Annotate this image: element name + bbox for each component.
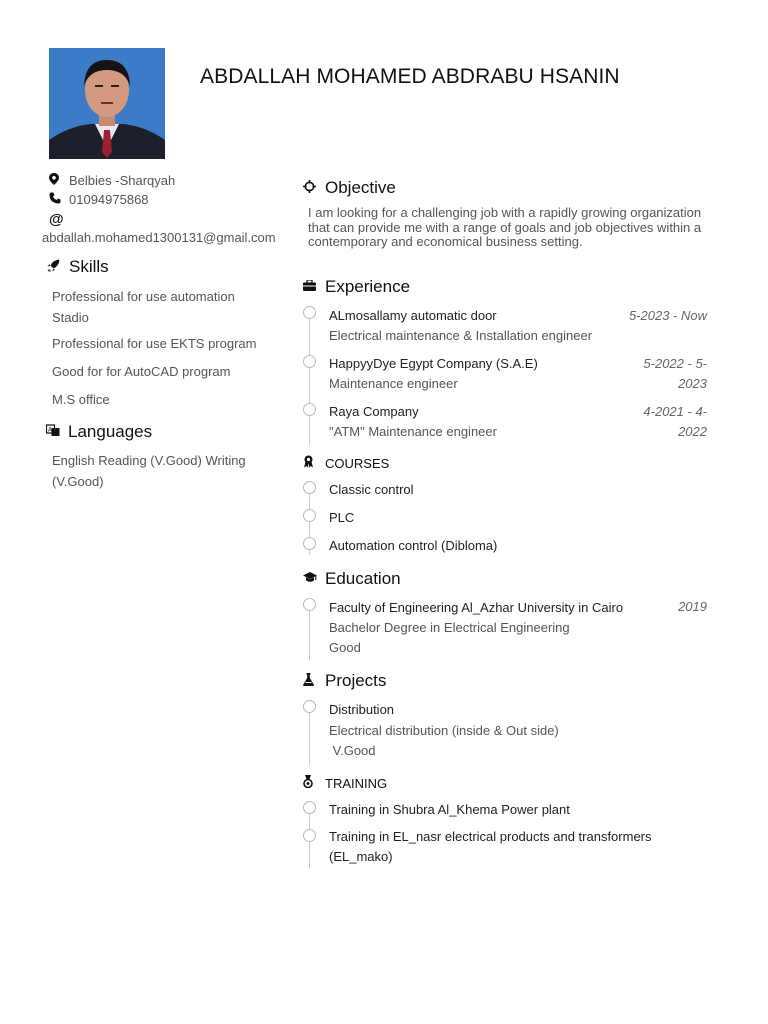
experience-date: 5-2023 - Now (628, 308, 707, 323)
project-desc: Electrical distribution (inside & Out side) (329, 723, 559, 738)
candidate-name: ABDALLAH MOHAMED ABDRABU HSANIN (200, 65, 620, 88)
timeline-dot (303, 509, 316, 522)
timeline-dot (303, 306, 316, 319)
education-date: 2019 (678, 599, 707, 614)
contact-location (49, 173, 175, 188)
graduation-cap-icon (303, 572, 325, 586)
experience-company: HappyyDye Egypt Company (S.A.E) (329, 356, 538, 371)
phone-icon (49, 192, 63, 207)
projects-heading: Projects (303, 671, 386, 691)
education-timeline (309, 604, 310, 660)
medal-icon (303, 775, 325, 791)
skill-item: Professional for use automation Stadio (52, 289, 235, 325)
experience-role: "ATM" Maintenance engineer (329, 424, 497, 439)
education-heading: Education (303, 569, 401, 589)
projects-timeline (309, 705, 310, 765)
languages-heading: A Languages (48, 422, 153, 441)
skill-item: Good for for AutoCAD program (52, 364, 231, 379)
objective-heading: Objective (303, 178, 396, 198)
training-item: Training in Shubra Al_Khema Power plant (329, 802, 570, 817)
experience-company: ALmosallamy automatic door (329, 308, 497, 323)
education-degree: Bachelor Degree in Electrical Engineering (329, 620, 570, 635)
experience-date: 5-2022 - 5-2023 (643, 356, 707, 391)
award-icon (303, 455, 325, 471)
project-grade: V.Good (329, 743, 376, 758)
email-text[interactable]: abdallah.mohamed1300131@gmail.com (42, 230, 276, 245)
profile-photo (49, 48, 165, 159)
training-heading: TRAINING (303, 775, 387, 791)
experience-role: Electrical maintenance & Installation engineer (329, 328, 593, 343)
rocket-icon (47, 259, 69, 275)
experience-company: Raya Company (329, 404, 419, 419)
education-school: Faculty of Engineering Al_Azhar University in Cairo (329, 600, 624, 615)
education-grade: Good (329, 640, 361, 655)
timeline-dot (303, 829, 316, 842)
course-item: Automation control (Dibloma) (329, 538, 498, 553)
timeline-dot (303, 403, 316, 416)
language-icon (46, 424, 68, 440)
languages-text: English Reading (V.Good) Writing (V.Good) (52, 453, 246, 489)
contact-phone (49, 192, 149, 207)
skills-heading: Skills (47, 257, 109, 277)
experience-heading: Experience (303, 277, 410, 297)
skill-item: M.S office (52, 392, 110, 407)
training-item: Training in EL_nasr electrical products and transformers (EL_mako) (329, 829, 652, 864)
experience-date: 4-2021 - 4-2022 (643, 404, 707, 439)
crosshair-icon (303, 180, 325, 196)
course-item: PLC (329, 510, 355, 525)
briefcase-icon (303, 280, 325, 294)
experience-role: Maintenance engineer (329, 376, 458, 391)
timeline-dot (303, 355, 316, 368)
timeline-dot (303, 598, 316, 611)
phone-text: 01094975868 (69, 192, 149, 207)
skill-item: Professional for use EKTS program (52, 336, 257, 351)
objective-text: I am looking for a challenging job with a rapidly growing organization that can provide me with a range of goals and job objectives within a contemporary and economical business setting. (308, 205, 702, 249)
courses-heading: COURSES (303, 455, 389, 471)
timeline-dot (303, 537, 316, 550)
map-pin-icon (49, 173, 63, 188)
experience-timeline (309, 312, 310, 445)
project-title: Distribution (329, 702, 395, 717)
timeline-dot (303, 700, 316, 713)
course-item: Classic control (329, 482, 414, 497)
timeline-dot (303, 481, 316, 494)
location-text: Belbies -Sharqyah (69, 173, 176, 188)
svg-text:A: A (48, 426, 53, 434)
flask-icon (303, 673, 325, 689)
timeline-dot (303, 801, 316, 814)
at-icon: @ (49, 211, 64, 228)
